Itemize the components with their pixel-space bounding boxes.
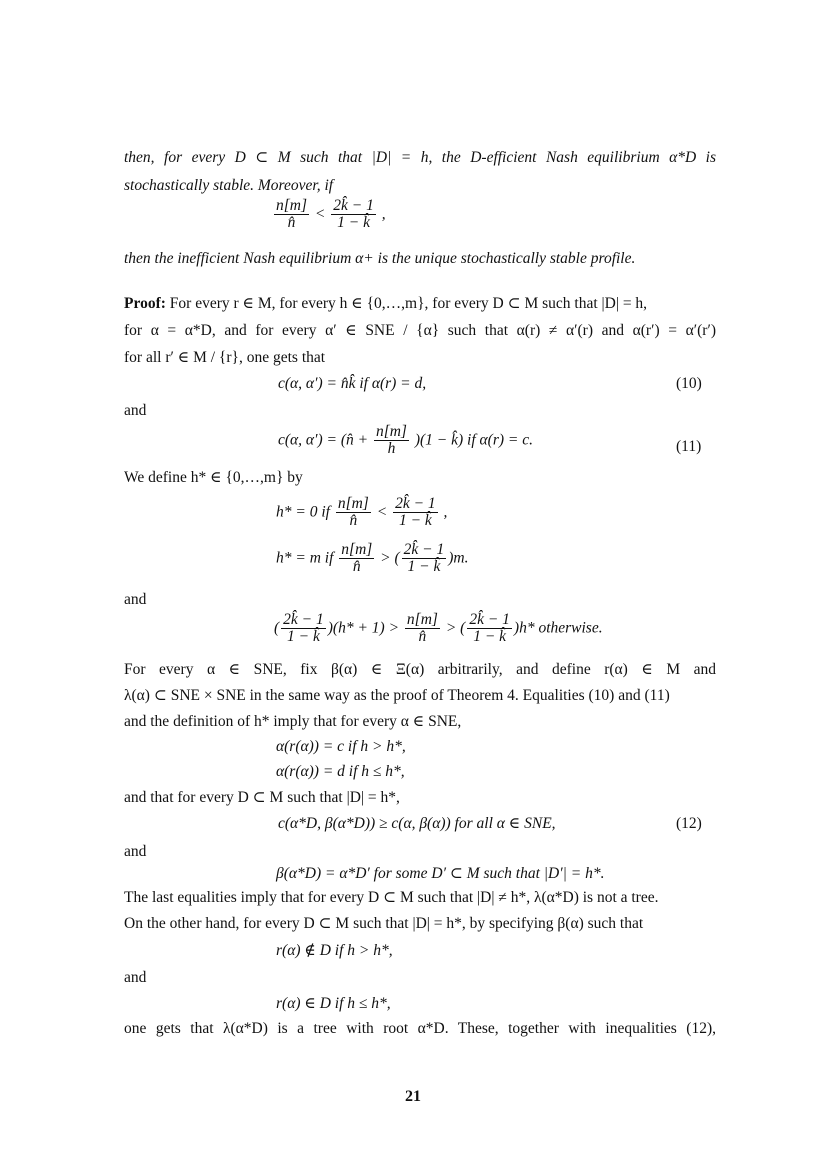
case-2	[276, 542, 469, 576]
assignment-2: α(r(α)) = d if h ≤ h*,	[276, 763, 405, 780]
case-3	[274, 612, 603, 646]
beta-equality: β(α*D) = α*D′ for some D′ ⊂ M such that |D′| = h*.	[276, 865, 605, 882]
frac-num: n[m]	[406, 611, 438, 628]
proof-line-9: On the other hand, for every D ⊂ M such that |D| = h*, by specifying β(α) such that	[124, 915, 644, 932]
eq-part: c(α, α′) = (n̂ +	[278, 431, 369, 449]
frac-den: n̂	[287, 214, 296, 232]
proof-line-1	[124, 296, 647, 312]
frac-den: 1 − k̂	[337, 214, 370, 232]
theorem-line-2: stochastically stable. Moreover, if	[124, 177, 334, 194]
condition-r-1: r(α) ∉ D if h > h*,	[276, 942, 393, 959]
relation: <	[376, 503, 388, 521]
frac-den: n̂	[349, 512, 358, 530]
proof-label: Proof:	[124, 295, 166, 312]
page-number: 21	[405, 1088, 421, 1105]
definition-line: We define h* ∈ {0,…,m} by	[124, 469, 303, 486]
case-1	[276, 496, 447, 530]
frac-den: h	[387, 440, 396, 458]
frac-num: n[m]	[375, 423, 407, 440]
frac-den: 1 − k̂	[407, 558, 441, 576]
theorem-line-1: then, for every D ⊂ M such that |D| = h, the D-efficient Nash equilibrium α*D is	[124, 149, 716, 166]
frac-den: 1 − k̂	[473, 628, 507, 646]
equation-12-number: (12)	[676, 815, 702, 832]
proof-line-8: The last equalities imply that for every D ⊂ M such that |D| ≠ h*, λ(α*D) is not a tree.	[124, 889, 659, 906]
frac-num: 2k̂ − 1	[395, 495, 436, 512]
proof-line-4: For every α ∈ SNE, fix β(α) ∈ Ξ(α) arbitrarily, and define r(α) ∈ M and	[124, 661, 716, 678]
relation: <	[314, 205, 326, 223]
connector-and: and	[124, 969, 147, 986]
eq-part: )(1 − k̂) if α(r) = c.	[414, 431, 533, 449]
equation-11	[278, 424, 533, 458]
case-text: )m.	[448, 549, 469, 567]
punct: ,	[443, 503, 448, 521]
frac-num: 2k̂ − 1	[469, 611, 510, 628]
punct: ,	[381, 205, 386, 223]
assignment-1: α(r(α)) = c if h > h*,	[276, 738, 406, 755]
condition-r-2: r(α) ∈ D if h ≤ h*,	[276, 995, 391, 1012]
case-text: > (	[445, 619, 466, 637]
case-text: > (	[380, 549, 400, 567]
case-text: (	[274, 619, 280, 637]
equation-11-number: (11)	[676, 438, 702, 455]
proof-line-3: for all r′ ∈ M / {r}, one gets that	[124, 349, 326, 366]
frac-den: n̂	[418, 628, 427, 646]
case-text: h* = m if	[276, 549, 334, 567]
connector-and: and	[124, 843, 147, 860]
frac-num: n[m]	[337, 495, 369, 512]
proof-line-2: for α = α*D, and for every α′ ∈ SNE / {α} such that α(r) ≠ α′(r) and α(r′) = α′(r′)	[124, 322, 716, 339]
frac-num: n[m]	[341, 541, 373, 558]
case-text: h* = 0 if	[276, 503, 330, 521]
frac-den: 1 − k̂	[287, 628, 320, 646]
proof-line-7: and that for every D ⊂ M such that |D| = h*,	[124, 789, 400, 806]
proof-line-6: and the definition of h* imply that for every α ∈ SNE,	[124, 713, 462, 730]
connector-and: and	[124, 591, 147, 608]
theorem-line-4: then the inefficient Nash equilibrium α+ is the unique stochastically stable profile.	[124, 250, 636, 267]
frac-num: 2k̂ − 1	[283, 611, 324, 628]
equation-10: c(α, α′) = n̂k̂ if α(r) = d,	[278, 375, 427, 392]
theorem-condition-inequality	[272, 198, 386, 232]
frac-num: 2k̂ − 1	[403, 541, 445, 558]
frac-den: n̂	[352, 558, 361, 576]
case-text: )h* otherwise.	[513, 619, 603, 637]
proof-line-10: one gets that λ(α*D) is a tree with root α*D. These, together with inequalities (12),	[124, 1020, 716, 1037]
case-text: )(h* + 1) >	[327, 619, 400, 637]
connector-and: and	[124, 402, 147, 419]
proof-text: For every r ∈ M, for every h ∈ {0,…,m}, for every D ⊂ M such that |D| = h,	[169, 295, 648, 312]
frac-num: 2k̂ − 1	[333, 197, 374, 214]
frac-num: n[m]	[276, 197, 308, 214]
equation-12: c(α*D, β(α*D)) ≥ c(α, β(α)) for all α ∈ SNE,	[278, 815, 556, 832]
frac-den: 1 − k̂	[398, 512, 432, 530]
proof-line-5: λ(α) ⊂ SNE × SNE in the same way as the proof of Theorem 4. Equalities (10) and (11)	[124, 687, 670, 704]
equation-10-number: (10)	[676, 375, 702, 392]
